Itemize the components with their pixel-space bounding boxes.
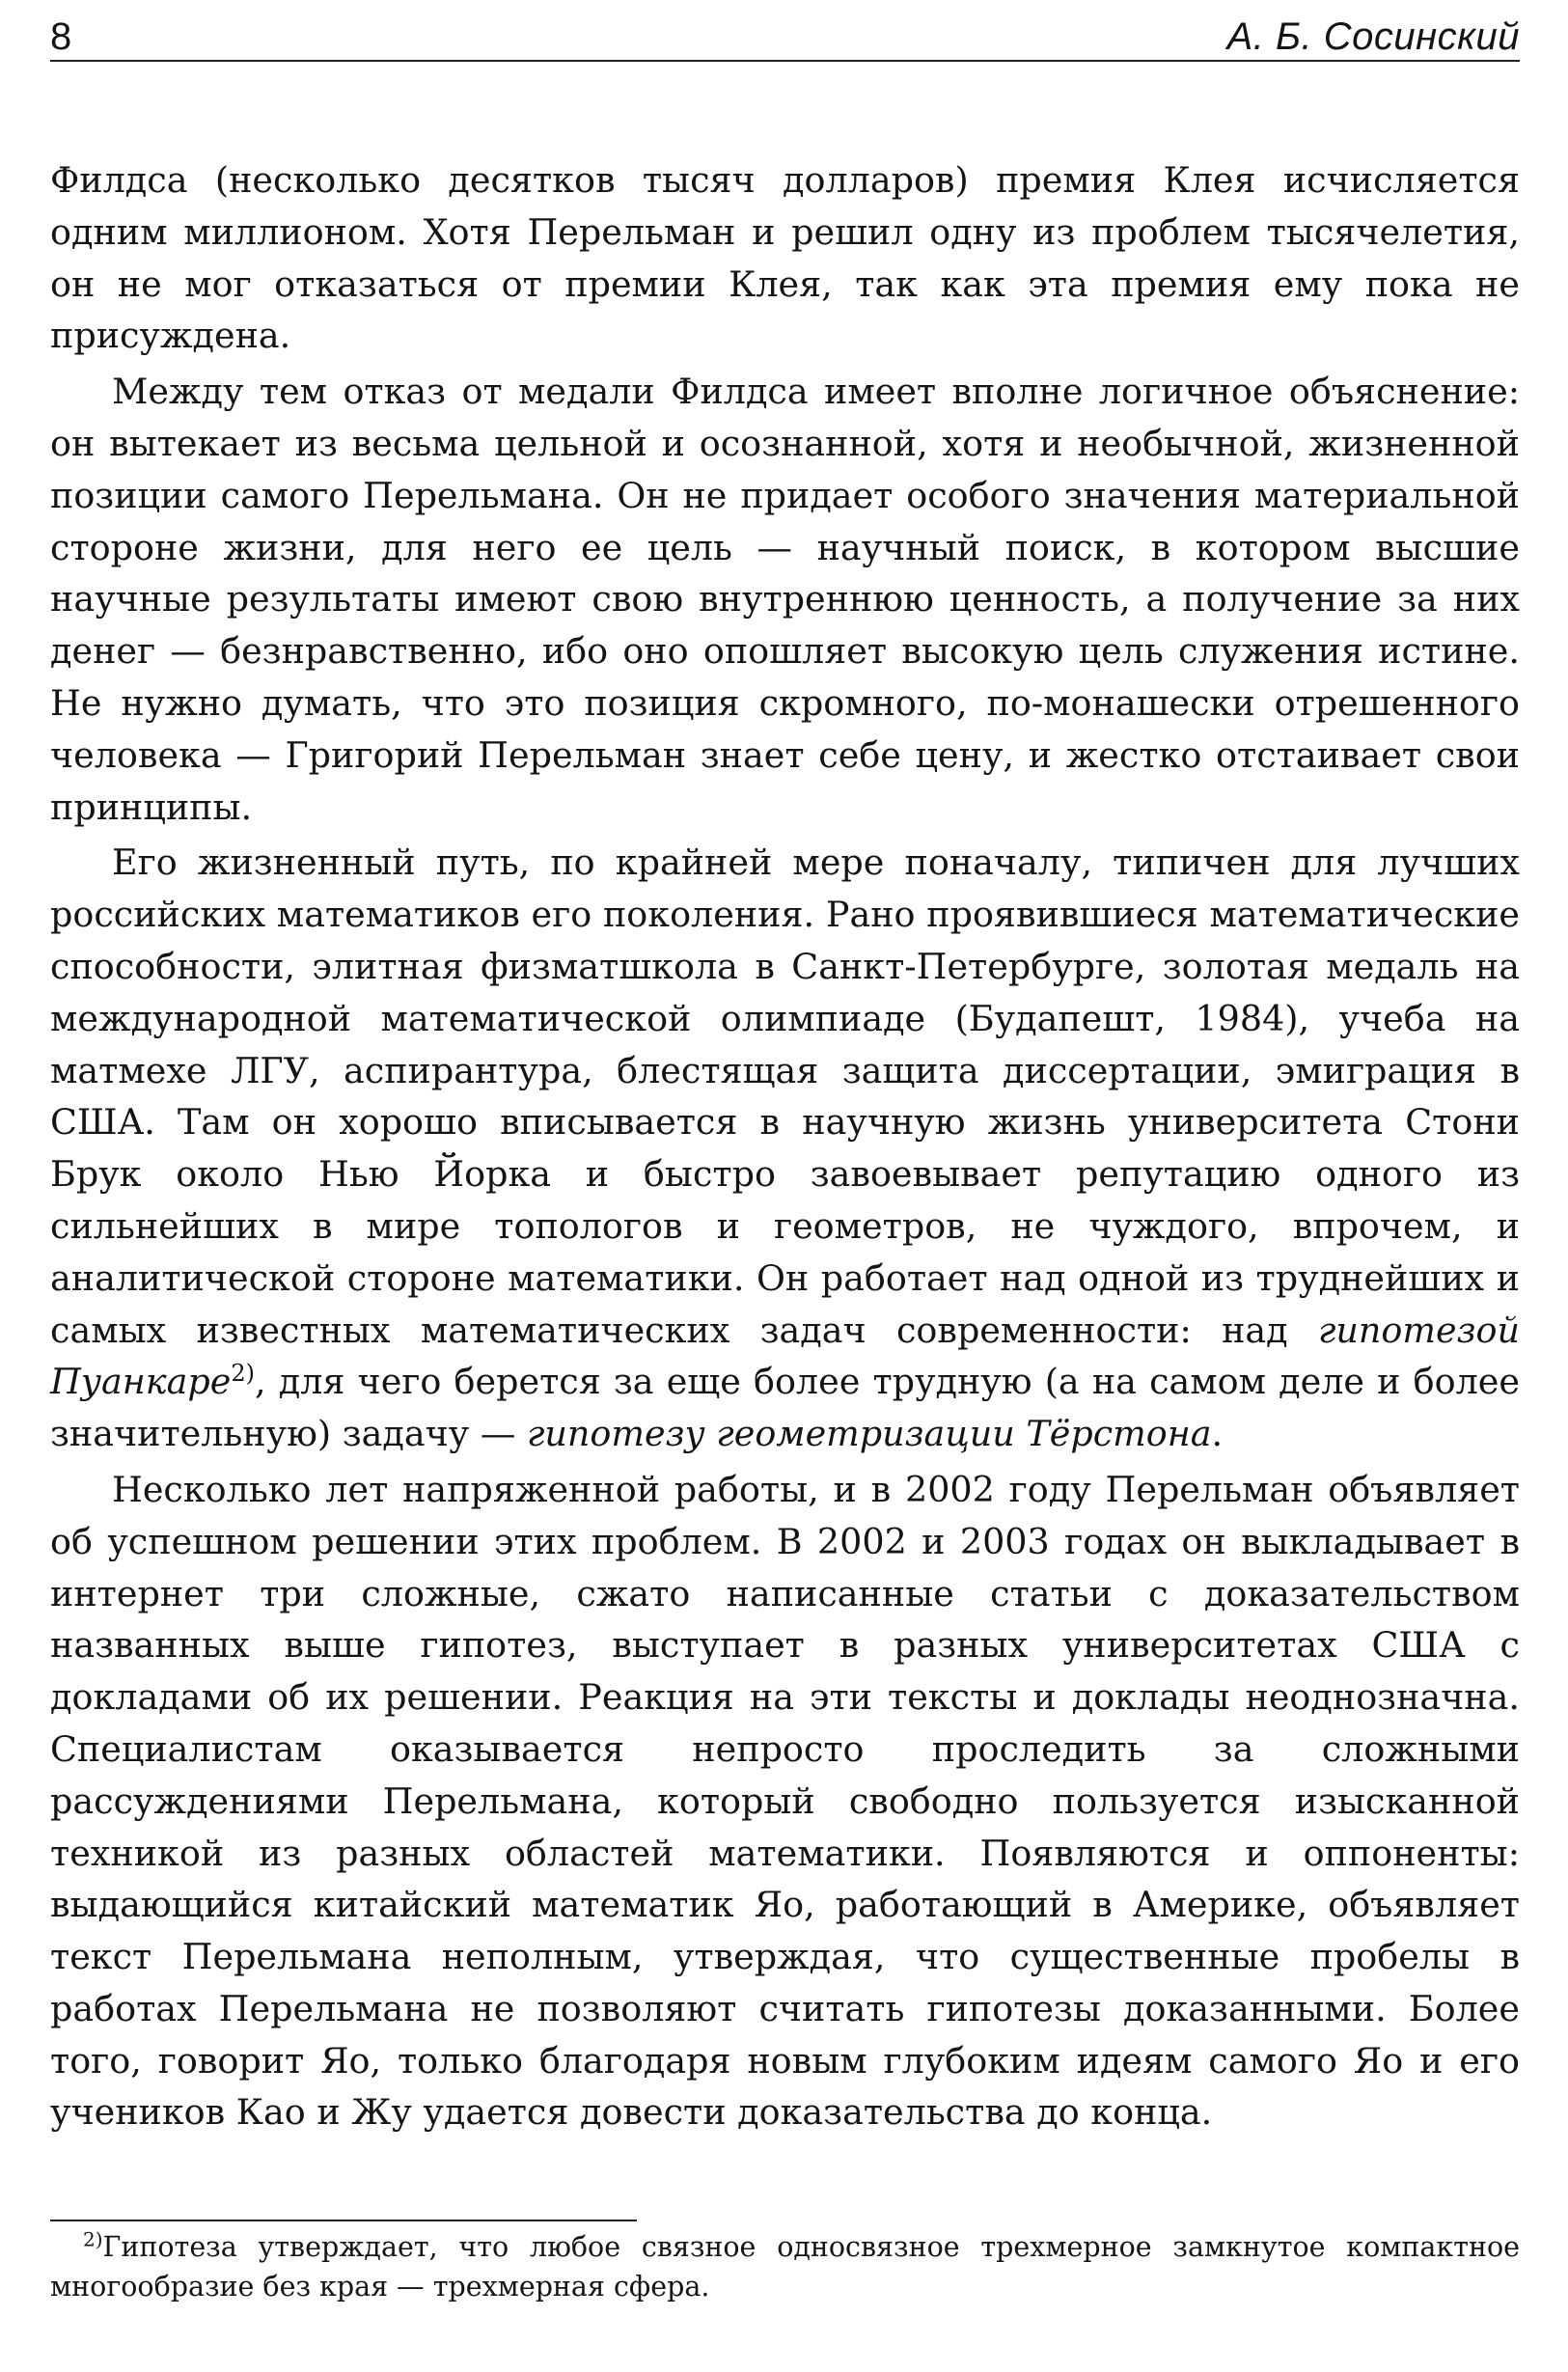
poincare-conjecture-term: гипотезой Пуанкаре [50, 1309, 1520, 1403]
running-head-author: А. Б. Сосинский [1226, 15, 1520, 58]
paragraph-3-text-c: . [1211, 1413, 1224, 1455]
paragraph-3 [50, 837, 1520, 1460]
footnote [50, 2227, 1520, 2306]
paragraph-1: Филдса (несколько десятков тысяч долларов) премия Клея исчисляется одним миллионом. Хотя Перельман и решил одну из проблем тысячелетия, он не мог отказаться от премии Клея, так как эта премия ему пока не присуждена. [50, 159, 1520, 357]
page-header [50, 14, 1520, 62]
paragraph-4: Несколько лет напряженной работы, и в 2002 году Перельман объявляет об успешном решении этих проблем. В 2002 и 2003 годах он выкладывает в интернет три сложные, сжато написанные статьи с доказательством названных выше гипотез, выступает в разных университетах США с докладами об их решении. Реакция на эти тексты и доклады неоднозначна. Специалистам оказывается непросто проследить за сложными рассуждениями Перельмана, который свободно пользуется изысканной техникой из разных областей математики. Появляются и оппоненты: выдающийся китайский математик Яо, работающий в Америке, объявляет текст Перельмана неполным, утверждая, что существенные пробелы в работах Перельмана не позволяют считать гипотезы доказанными. Более того, говорит Яо, только благодаря новым глубоким идеям самого Яо и его учеников Као и Жу удается довести доказательства до конца. [50, 1468, 1520, 2134]
paragraph-2: Между тем отказ от медали Филдса имеет вполне логичное объяснение: он вытекает из весьма цельной и осознанной, хотя и необычной, жизненной позиции самого Перельмана. Он не придает особого значения материальной стороне жизни, для него ее цель — научный поиск, в котором высшие научные результаты имеют свою внутреннюю ценность, а получение за них денег — безнравственно, ибо оно опошляет высокую цель служения истине. Не нужно думать, что это позиция скромного, по-монашески отрешенного человека — Григорий Перельман знает себе цену, и жестко отстаивает свои принципы. [50, 371, 1520, 828]
page-number: 8 [50, 15, 72, 58]
footnote-marker: 2) [83, 2227, 103, 2251]
thurston-geometrization-term: гипотезу геометризации Тёрстона [526, 1413, 1212, 1455]
paragraph-3-text-a: Его жизненный путь, по крайней мере поначалу, типичен для лучших российских математиков его поколения. Рано проявившиеся математические способности, элитная физматшкола в Санкт-Петербурге, золотая медаль на международной математической олимпиаде (Будапешт, 1984), учеба на матмехе ЛГУ, аспирантура, блестящая защита диссертации, эмиграция в США. Там он хорошо вписывается в научную жизнь университета Стони Брук около Нью Йорка и быстро завоевывает репутацию одного из сильнейших в мире топологов и геометров, не чуждого, впрочем, и аналитической стороне математики. Он работает над одной из труднейших и самых известных математических задач современности: над [50, 841, 1520, 1351]
body-text [50, 154, 1520, 2138]
footnote-text: Гипотеза утверждает, что любое связное односвязное трехмерное замкнутое компактное многообразие без края — трехмерная сфера. [50, 2231, 1520, 2303]
paragraph-3-text-b: , для чего берется за еще более трудную (а на самом деле и более значительную) задачу — [50, 1361, 1520, 1455]
footnote-reference[interactable]: 2) [231, 1360, 255, 1388]
footnote-divider [50, 2220, 637, 2221]
